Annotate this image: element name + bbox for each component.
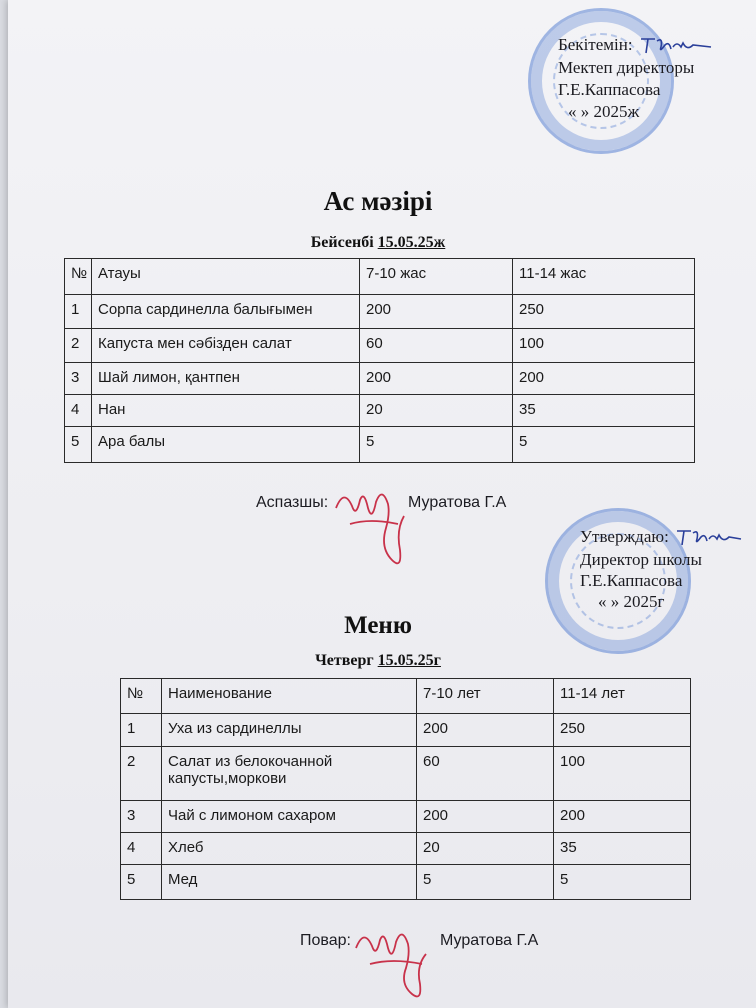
cell-portion-11-14: 5 — [554, 865, 691, 900]
director-signature-icon — [637, 35, 713, 57]
col-header-age-11-14: 11-14 лет — [554, 679, 691, 714]
cell-portion-11-14: 35 — [513, 395, 695, 427]
cell-name: Шай лимон, қантпен — [92, 363, 360, 395]
col-header-age-7-10: 7-10 жас — [360, 259, 513, 295]
cell-name: Уха из сардинеллы — [162, 714, 417, 747]
table-row — [121, 714, 691, 747]
cook-signature-icon — [350, 920, 438, 1006]
cell-number: 3 — [121, 801, 162, 833]
approval-ru-line3: Г.Е.Каппасова — [580, 571, 683, 591]
cell-portion-7-10: 200 — [417, 714, 554, 747]
cell-name: Чай с лимоном сахаром — [162, 801, 417, 833]
cell-name: Хлеб — [162, 833, 417, 865]
approval-ru-line4: « » 2025г — [598, 592, 665, 612]
cell-name: Салат из белокочанной капусты,моркови — [162, 747, 417, 801]
table-header-row — [65, 259, 695, 295]
approval-block-kz — [558, 34, 713, 123]
col-header-age-11-14: 11-14 жас — [513, 259, 695, 295]
cell-portion-7-10: 5 — [417, 865, 554, 900]
menu-table-ru — [120, 678, 691, 900]
cook-label-ru: Повар: — [300, 932, 351, 949]
day-date-ru — [0, 652, 756, 670]
table-row — [121, 833, 691, 865]
table-row — [121, 801, 691, 833]
director-signature-icon — [673, 527, 743, 549]
cook-name-ru: Муратова Г.А — [440, 932, 539, 949]
table-header-row — [121, 679, 691, 714]
cook-name-kz: Муратова Г.А — [408, 494, 507, 511]
cell-name: Ара балы — [92, 427, 360, 463]
approval-kz-line2: Мектеп директоры — [558, 58, 695, 78]
cell-portion-11-14: 250 — [513, 295, 695, 329]
cell-number: 1 — [65, 295, 92, 329]
col-header-number: № — [65, 259, 92, 295]
approval-kz-line4: « » 2025ж — [568, 102, 640, 122]
cell-portion-7-10: 200 — [360, 363, 513, 395]
cook-signature-icon — [330, 478, 414, 574]
cook-label-kz: Аспазшы: — [256, 494, 329, 511]
cell-portion-7-10: 200 — [360, 295, 513, 329]
cell-name: Сорпа сардинелла балығымен — [92, 295, 360, 329]
cell-name: Мед — [162, 865, 417, 900]
table-row — [65, 363, 695, 395]
cell-portion-7-10: 5 — [360, 427, 513, 463]
day-ru: Четверг — [315, 652, 374, 669]
col-header-age-7-10: 7-10 лет — [417, 679, 554, 714]
cell-portion-7-10: 20 — [360, 395, 513, 427]
cell-name: Нан — [92, 395, 360, 427]
cell-portion-11-14: 100 — [513, 329, 695, 363]
cell-number: 4 — [121, 833, 162, 865]
col-header-name: Наименование — [162, 679, 417, 714]
cell-portion-7-10: 200 — [417, 801, 554, 833]
cell-portion-11-14: 250 — [554, 714, 691, 747]
cell-number: 5 — [121, 865, 162, 900]
table-row — [65, 395, 695, 427]
cell-portion-7-10: 60 — [417, 747, 554, 801]
cell-name: Капуста мен сәбізден салат — [92, 329, 360, 363]
cell-portion-7-10: 60 — [360, 329, 513, 363]
table-row — [65, 329, 695, 363]
cell-portion-11-14: 200 — [554, 801, 691, 833]
cell-number: 4 — [65, 395, 92, 427]
approval-kz-line1: Бекітемін: — [558, 35, 633, 54]
approval-kz-line3: Г.Е.Каппасова — [558, 80, 661, 100]
approval-ru-line1: Утверждаю: — [580, 527, 669, 546]
cell-number: 2 — [65, 329, 92, 363]
cell-number: 5 — [65, 427, 92, 463]
approval-block-ru — [580, 526, 743, 612]
cell-portion-7-10: 20 — [417, 833, 554, 865]
table-row — [65, 295, 695, 329]
date-ru: 15.05.25г — [377, 652, 441, 669]
cell-number: 1 — [121, 714, 162, 747]
col-header-number: № — [121, 679, 162, 714]
cell-portion-11-14: 100 — [554, 747, 691, 801]
table-row — [121, 747, 691, 801]
col-header-name: Атауы — [92, 259, 360, 295]
table-row — [121, 865, 691, 900]
day-kz: Бейсенбі — [310, 234, 374, 251]
menu-table-kz — [64, 258, 695, 463]
cell-number: 2 — [121, 747, 162, 801]
date-kz: 15.05.25ж — [377, 234, 446, 251]
cell-portion-11-14: 200 — [513, 363, 695, 395]
table-row — [65, 427, 695, 463]
cell-portion-11-14: 5 — [513, 427, 695, 463]
day-date-kz — [0, 234, 756, 252]
cell-portion-11-14: 35 — [554, 833, 691, 865]
cell-number: 3 — [65, 363, 92, 395]
page-title-kz: Ас мәзірі — [323, 186, 433, 216]
approval-ru-line2: Директор школы — [580, 550, 702, 570]
page-title-ru: Меню — [344, 612, 412, 639]
